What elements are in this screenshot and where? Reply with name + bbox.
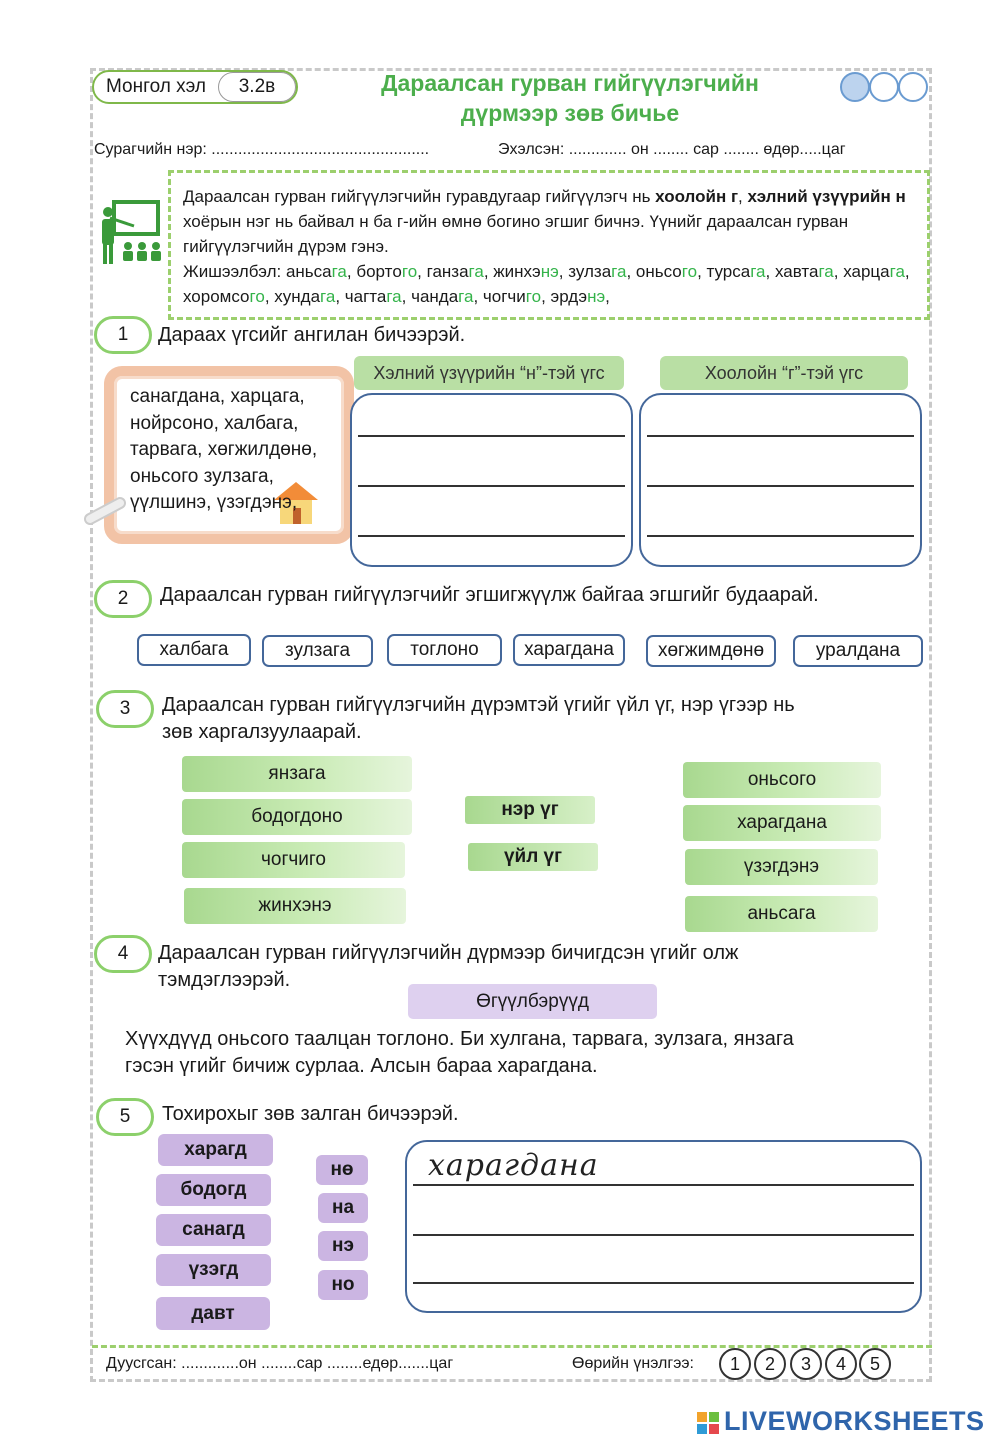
task-number-5: 5 [96, 1098, 154, 1136]
example-stem: турса [706, 262, 751, 281]
page-title [320, 68, 820, 128]
example-ending: га [386, 287, 402, 306]
circle-icon [840, 72, 870, 102]
example-ending: нэ [540, 262, 559, 281]
word-line: санагдана, харцага, [130, 386, 305, 407]
example-ending: га [458, 287, 474, 306]
writing-line [413, 1282, 914, 1284]
rule-text [183, 184, 923, 309]
verb-target[interactable]: үйл үг [468, 843, 598, 871]
match-word-right[interactable]: аньсага [685, 896, 878, 932]
category-n-label: Хэлний үзүүрийн “н”-тэй үгс [354, 356, 624, 390]
example-ending: га [818, 262, 834, 281]
rule-bold-g: хоолойн г [655, 187, 739, 206]
task4-text-line-2[interactable]: гэсэн үгийг бичиж сурлаа. Алсын бараа харагдана. [125, 1055, 598, 1077]
match-word-right[interactable]: үзэгдэнэ [685, 849, 878, 885]
stem-tile[interactable]: харагд [158, 1134, 273, 1166]
subject-label: Монгол хэл [106, 76, 206, 97]
ending-tile[interactable]: нө [316, 1155, 368, 1185]
example-stem: хавта [774, 262, 819, 281]
task-number-3: 3 [96, 690, 154, 728]
task-number-2: 2 [94, 580, 152, 618]
match-word-left[interactable]: янзага [182, 756, 412, 792]
example-stem: чагта [344, 287, 387, 306]
example-ending: га [331, 262, 347, 281]
word-line: оньсого зулзага, [130, 465, 274, 487]
example-stem: хоромсо [183, 287, 250, 306]
score-circle[interactable]: 4 [825, 1348, 857, 1380]
ending-tile[interactable]: нэ [318, 1231, 368, 1261]
score-circle[interactable]: 1 [719, 1348, 751, 1380]
circle-icon [898, 72, 928, 102]
example-stem: эрдэ [550, 287, 588, 306]
task4-text[interactable] [125, 1026, 925, 1080]
example-ending: го [681, 262, 698, 281]
example-word: хавтага, [774, 262, 844, 281]
sample-handwriting: харагдана [428, 1148, 599, 1183]
match-word-right[interactable]: харагдана [683, 805, 881, 841]
word-box[interactable]: халбага [137, 634, 251, 666]
word-box[interactable]: хөгжимдөнө [646, 635, 776, 667]
answer-line [647, 535, 914, 537]
example-ending: га [750, 262, 766, 281]
word-box[interactable]: уралдана [793, 635, 923, 667]
answer-line [647, 435, 914, 437]
example-stem: чогчи [482, 287, 526, 306]
example-stem: зулза [568, 262, 612, 281]
example-stem: чанда [411, 287, 459, 306]
stem-tile[interactable]: давт [156, 1297, 270, 1330]
example-stem: бортo [356, 262, 402, 281]
example-stem: аньса [285, 262, 332, 281]
answer-line [358, 535, 625, 537]
task3-instruction [162, 692, 795, 746]
word-box[interactable]: зулзага [262, 635, 373, 667]
score-circle[interactable]: 2 [754, 1348, 786, 1380]
task3-instruction-line-2: зөв харгалзуулаарай. [162, 721, 362, 743]
example-word: чагтага, [344, 287, 412, 306]
example-stem: ганза [426, 262, 469, 281]
start-time-line: Эхэлсэн: ............. он ........ сар ........ өдөр.....цаг [498, 141, 846, 158]
example-ending: го [401, 262, 418, 281]
word-list [130, 384, 355, 517]
noun-target[interactable]: нэр үг [465, 796, 595, 824]
example-list [183, 262, 910, 306]
match-word-left[interactable]: жинхэнэ [184, 888, 406, 924]
example-word: турсага, [706, 262, 775, 281]
example-word: харцага, [843, 262, 910, 281]
example-word: чандага, [411, 287, 483, 306]
answer-line [647, 485, 914, 487]
word-line: нойрсоно, халбага, [130, 412, 299, 434]
task4-instruction-line-2: тэмдэглээрэй. [158, 969, 291, 991]
task3-instruction-line-1: Дараалсан гурван гийгүүлэгчийн дүрэмтэй үгийг үйл үг, нэр үгээр нь [162, 694, 795, 716]
example-stem: хунда [274, 287, 321, 306]
stem-tile[interactable]: үзэгд [156, 1254, 271, 1286]
writing-line [413, 1184, 914, 1186]
finish-time-line: Дуусгсан: .............он ........сар ........едөр.......цаг [106, 1355, 454, 1372]
example-label: Жишээлбэл: [183, 262, 286, 281]
rule-text-2: , [738, 187, 748, 206]
stem-tile[interactable]: санагд [156, 1214, 271, 1246]
ending-tile[interactable]: но [318, 1270, 368, 1300]
example-ending: го [525, 287, 542, 306]
example-word: бортoго, [356, 262, 427, 281]
writing-line [413, 1234, 914, 1236]
score-circle[interactable]: 3 [790, 1348, 822, 1380]
match-word-right[interactable]: оньсого [683, 762, 881, 798]
task1-instruction: Дараах үгсийг ангилан бичээрэй. [158, 324, 466, 346]
lesson-code: 3.2в [218, 72, 296, 102]
task-number-4: 4 [94, 935, 152, 973]
task2-instruction: Дараалсан гурван гийгүүлэгчийг эгшигжүүлж байгаа эгшгийг будаарай. [160, 584, 819, 606]
task4-instruction-line-1: Дараалсан гурван гийгүүлэгчийн дүрмээр бичигдсэн үгийг олж [158, 942, 739, 964]
brand-name[interactable]: LIVEWORKSHEETS [724, 1406, 985, 1436]
stem-tile[interactable]: бодогд [156, 1174, 271, 1206]
example-word: эрдэнэ, [550, 287, 610, 306]
rule-text-3: хоёрын нэг нь байвал н ба г-ийн өмнө богино эгшиг бичнэ. Үүнийг дараалсан гурван гийгүүлэгчийн дүрэм гэнэ. [183, 212, 849, 256]
word-line: тарвага, хөгжилдөнө, [130, 439, 318, 460]
student-name-line: Сурагчийн нэр: ................................................. [94, 141, 430, 158]
example-stem: оньсо [635, 262, 682, 281]
title-line-1: Дараалсан гурван гийгүүлэгчийн [381, 70, 759, 96]
example-word: оньсого, [635, 262, 707, 281]
example-ending: нэ [587, 287, 606, 306]
example-stem: харца [843, 262, 890, 281]
title-line-2: дүрмээр зөв бичье [460, 100, 680, 126]
example-word: аньсага, [285, 262, 357, 281]
example-ending: га [320, 287, 336, 306]
example-stem: жинхэ [493, 262, 541, 281]
liveworksheets-logo-icon [697, 1412, 721, 1434]
example-word: хоромсого, [183, 287, 275, 306]
example-word: хундага, [274, 287, 345, 306]
word-line: үүлшинэ, үзэгдэнэ, [130, 492, 298, 513]
task-number-1: 1 [94, 316, 152, 354]
match-word-left[interactable]: бодогдоно [182, 799, 412, 835]
answer-line [358, 485, 625, 487]
score-circle[interactable]: 5 [859, 1348, 891, 1380]
word-box[interactable]: тоглоно [387, 634, 502, 666]
self-eval-label: Өөрийн үнэлгээ: [572, 1355, 694, 1372]
example-ending: га [611, 262, 627, 281]
answer-line [358, 435, 625, 437]
ending-tile[interactable]: на [318, 1193, 368, 1223]
task4-text-line-1[interactable]: Хүүхдүүд оньсого таалцан тоглоно. Би хулгана, тарвага, зулзага, янзага [125, 1028, 794, 1050]
example-word: ганзага, [426, 262, 494, 281]
answer-box-g[interactable] [639, 393, 922, 567]
teacher-board-icon [96, 196, 164, 268]
example-ending: га [468, 262, 484, 281]
example-word: зулзага, [568, 262, 636, 281]
answer-box-n[interactable] [350, 393, 633, 567]
example-ending: га [889, 262, 905, 281]
example-word: чогчиго, [482, 287, 551, 306]
match-word-left[interactable]: чогчиго [182, 842, 405, 878]
decor-circles [838, 72, 930, 102]
example-word: жинхэнэ, [493, 262, 569, 281]
rule-text-1: Дараалсан гурван гийгүүлэгчийн гуравдугаар гийгүүлэгч нь [183, 187, 656, 206]
word-box[interactable]: харагдана [513, 634, 625, 666]
example-ending: го [249, 287, 265, 306]
circle-icon [869, 72, 899, 102]
category-g-label: Хоолойн “г”-тэй үгс [660, 356, 908, 390]
rule-bold-n: хэлний үзүүрийн н [747, 187, 906, 206]
task5-instruction: Тохирохыг зөв залган бичээрэй. [162, 1103, 459, 1125]
sentences-tag: Өгүүлбэрүүд [408, 984, 657, 1019]
